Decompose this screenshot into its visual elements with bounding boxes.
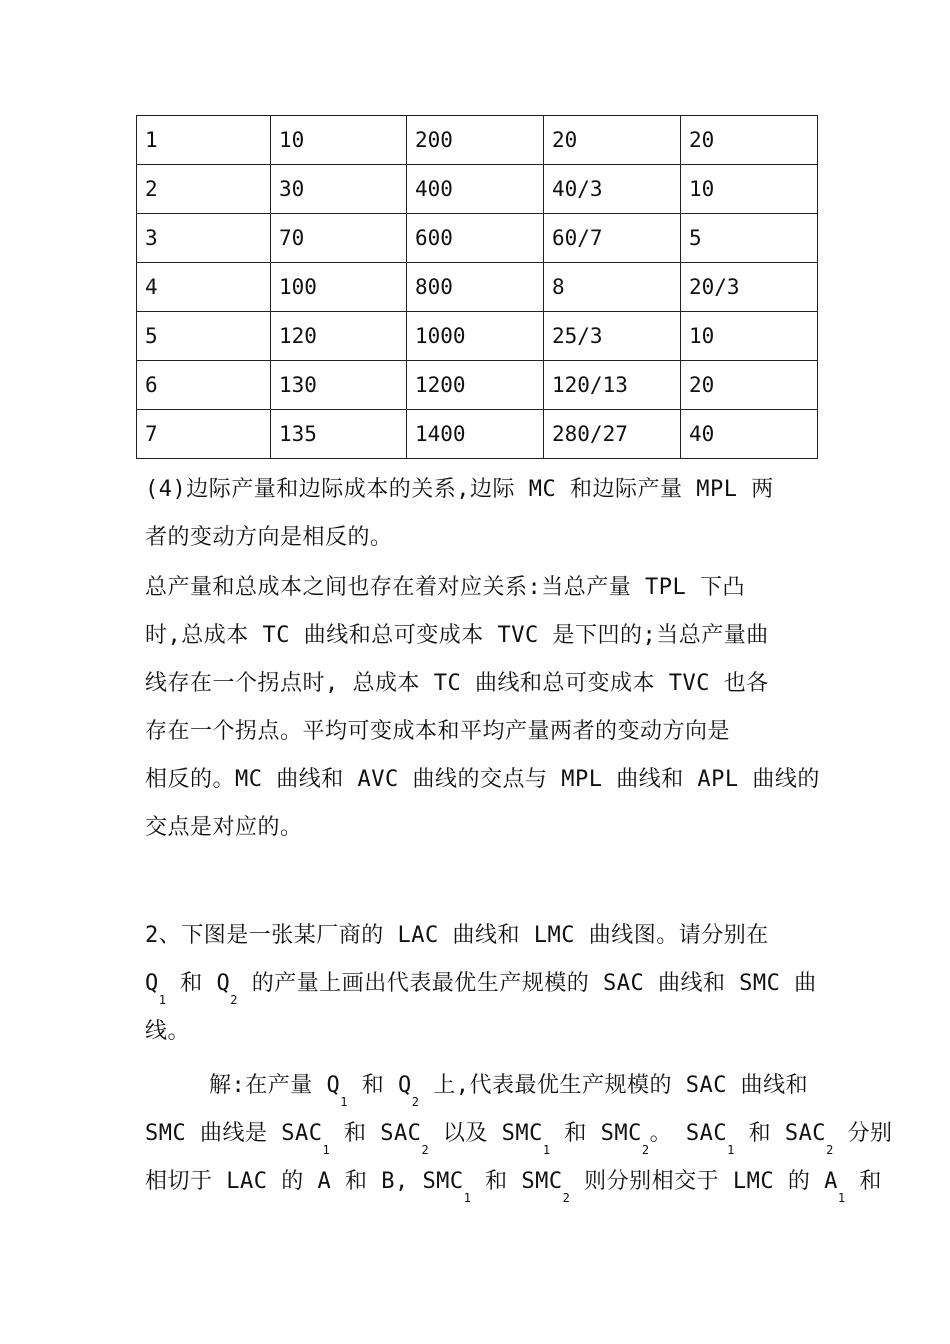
text-line: 线。: [145, 1019, 191, 1044]
table-row: [137, 361, 818, 410]
table-cell: 60/7: [544, 214, 681, 263]
text-line: $Q_1$ 和 $Q_2$ 的产量上画出代表最优生产规模的 SAC 曲线和 SMC 曲: [145, 971, 817, 1007]
text-line: 解:在产量 $Q_1$ 和 $Q_2$ 上,代表最优生产规模的 SAC 曲线和: [209, 1073, 809, 1109]
table-cell: 20: [681, 116, 818, 165]
answer-2: [145, 1062, 893, 1206]
paragraph-total-relation: [145, 564, 820, 852]
table-cell: 70: [271, 214, 407, 263]
table-row: [137, 214, 818, 263]
table-cell: 800: [407, 263, 544, 312]
table-cell: 20: [681, 361, 818, 410]
table-cell: 6: [137, 361, 271, 410]
text-line: SMC 曲线是 $SAC_1$ 和 $SAC_2$ 以及 $SMC_1$ 和 $SMC_2$。 $SAC_1$ 和 $SAC_2$ 分别: [145, 1121, 893, 1157]
text-line: (4)边际产量和边际成本的关系,边际 MC 和边际产量 MPL 两: [145, 477, 774, 502]
table-cell: 20: [544, 116, 681, 165]
table-row: [137, 312, 818, 361]
table-cell: 5: [681, 214, 818, 263]
table-cell: 40/3: [544, 165, 681, 214]
table-cell: 3: [137, 214, 271, 263]
text-line: 存在一个拐点。平均可变成本和平均产量两者的变动方向是: [145, 719, 731, 744]
table-row: [137, 263, 818, 312]
table-cell: 8: [544, 263, 681, 312]
table-cell: 200: [407, 116, 544, 165]
text-line: 相切于 LAC 的 A 和 B, $SMC_1$ 和 $SMC_2$ 则分别相交于 LMC 的 $A_1$ 和: [145, 1169, 882, 1205]
table-cell: 1400: [407, 410, 544, 459]
table-cell: 120/13: [544, 361, 681, 410]
table-cell: 1000: [407, 312, 544, 361]
table-cell: 120: [271, 312, 407, 361]
table-cell: 135: [271, 410, 407, 459]
table-cell: 100: [271, 263, 407, 312]
table-cell: 25/3: [544, 312, 681, 361]
table-cell: 20/3: [681, 263, 818, 312]
table-cell: 400: [407, 165, 544, 214]
table-cell: 5: [137, 312, 271, 361]
text-line: 线存在一个拐点时, 总成本 TC 曲线和总可变成本 TVC 也各: [145, 671, 769, 696]
table-cell: 280/27: [544, 410, 681, 459]
table-cell: 4: [137, 263, 271, 312]
table-row: [137, 116, 818, 165]
table-cell: 1200: [407, 361, 544, 410]
table-cell: 600: [407, 214, 544, 263]
text-line: 总产量和总成本之间也存在着对应关系:当总产量 TPL 下凸: [145, 575, 745, 600]
table-cell: 130: [271, 361, 407, 410]
table-row: [137, 410, 818, 459]
table-cell: 10: [681, 312, 818, 361]
table-cell: 40: [681, 410, 818, 459]
text-line: 相反的。MC 曲线和 AVC 曲线的交点与 MPL 曲线和 APL 曲线的: [145, 767, 820, 792]
text-line: 交点是对应的。: [145, 815, 303, 840]
paragraph-mc-mpl: [145, 466, 815, 562]
text-line: 2、下图是一张某厂商的 LAC 曲线和 LMC 曲线图。请分别在: [145, 923, 769, 948]
table-cell: 7: [137, 410, 271, 459]
table-cell: 1: [137, 116, 271, 165]
text-line: 者的变动方向是相反的。: [145, 525, 393, 550]
table-row: [137, 165, 818, 214]
question-2: [145, 912, 815, 1056]
table-cell: 10: [271, 116, 407, 165]
text-line: 时,总成本 TC 曲线和总可变成本 TVC 是下凹的;当总产量曲: [145, 623, 769, 648]
table-cell: 2: [137, 165, 271, 214]
table-cell: 10: [681, 165, 818, 214]
cost-table: [136, 115, 818, 459]
table-cell: 30: [271, 165, 407, 214]
